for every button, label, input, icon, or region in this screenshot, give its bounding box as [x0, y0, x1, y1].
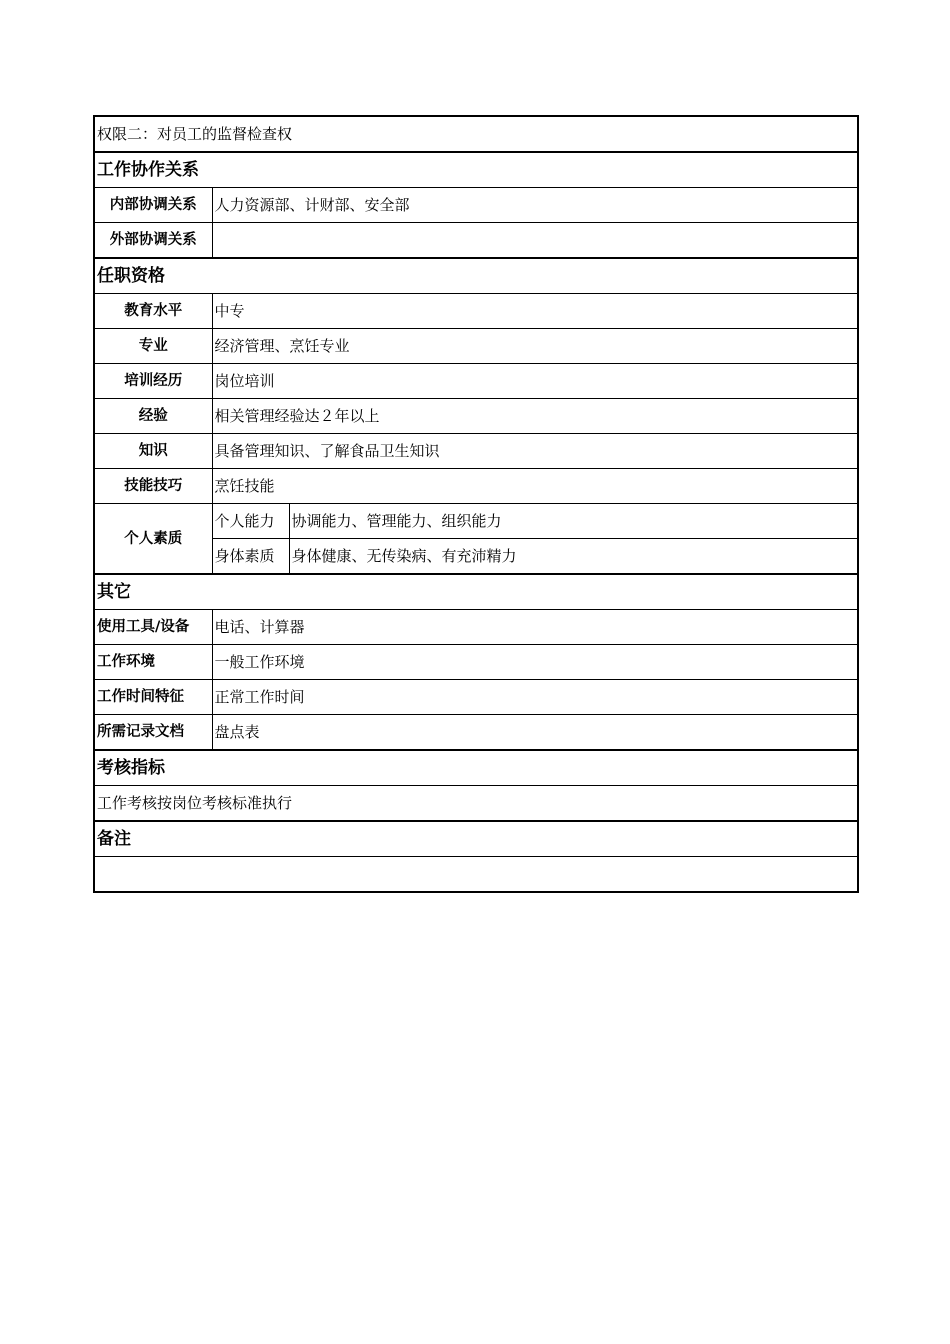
internal-relations-value: 人力资源部、计财部、安全部 — [212, 188, 858, 223]
qualification-value: 相关管理经验达２年以上 — [212, 399, 858, 434]
section-qualifications — [94, 258, 858, 294]
other-value: 电话、计算器 — [212, 610, 858, 645]
other-row — [94, 645, 858, 680]
qualification-row — [94, 469, 858, 504]
other-row — [94, 715, 858, 751]
qualification-value: 具备管理知识、了解食品卫生知识 — [212, 434, 858, 469]
personal-ability-value: 协调能力、管理能力、组织能力 — [289, 504, 858, 539]
internal-relations-row — [94, 188, 858, 223]
assessment-value: 工作考核按岗位考核标准执行 — [94, 786, 858, 822]
qualification-value: 烹饪技能 — [212, 469, 858, 504]
external-relations-label: 外部协调关系 — [94, 223, 212, 259]
external-relations-value — [212, 223, 858, 259]
section-other — [94, 574, 858, 610]
authority-row — [94, 116, 858, 152]
other-value: 一般工作环境 — [212, 645, 858, 680]
personal-quality-label: 个人素质 — [94, 504, 212, 575]
other-value: 盘点表 — [212, 715, 858, 751]
qualification-row — [94, 399, 858, 434]
qualification-label: 技能技巧 — [94, 469, 212, 504]
qualification-value: 中专 — [212, 294, 858, 329]
section-remarks — [94, 821, 858, 857]
qualification-label: 培训经历 — [94, 364, 212, 399]
qualification-label: 知识 — [94, 434, 212, 469]
other-label: 工作时间特征 — [94, 680, 212, 715]
section-work-relations — [94, 152, 858, 188]
assessment-row — [94, 786, 858, 822]
section-title-remarks: 备注 — [94, 821, 858, 857]
other-value: 正常工作时间 — [212, 680, 858, 715]
qualification-value: 经济管理、烹饪专业 — [212, 329, 858, 364]
other-label: 工作环境 — [94, 645, 212, 680]
remarks-value — [94, 857, 858, 893]
other-row — [94, 610, 858, 645]
job-description-sheet — [93, 115, 857, 893]
personal-ability-row — [94, 504, 858, 539]
remarks-row — [94, 857, 858, 893]
job-description-table — [93, 115, 859, 893]
qualification-label: 专业 — [94, 329, 212, 364]
section-title-other: 其它 — [94, 574, 858, 610]
other-label: 所需记录文档 — [94, 715, 212, 751]
qualification-row — [94, 364, 858, 399]
qualification-row — [94, 434, 858, 469]
qualification-label: 经验 — [94, 399, 212, 434]
qualification-label: 教育水平 — [94, 294, 212, 329]
qualification-row — [94, 294, 858, 329]
section-title-assessment: 考核指标 — [94, 750, 858, 786]
external-relations-row — [94, 223, 858, 259]
other-label: 使用工具/设备 — [94, 610, 212, 645]
qualification-value: 岗位培训 — [212, 364, 858, 399]
other-row — [94, 680, 858, 715]
qualification-row — [94, 329, 858, 364]
internal-relations-label: 内部协调关系 — [94, 188, 212, 223]
physical-quality-label: 身体素质 — [212, 539, 289, 575]
personal-ability-label: 个人能力 — [212, 504, 289, 539]
section-title-qualifications: 任职资格 — [94, 258, 858, 294]
physical-quality-value: 身体健康、无传染病、有充沛精力 — [289, 539, 858, 575]
authority-text: 权限二：对员工的监督检查权 — [94, 116, 858, 152]
section-assessment — [94, 750, 858, 786]
section-title-work-relations: 工作协作关系 — [94, 152, 858, 188]
